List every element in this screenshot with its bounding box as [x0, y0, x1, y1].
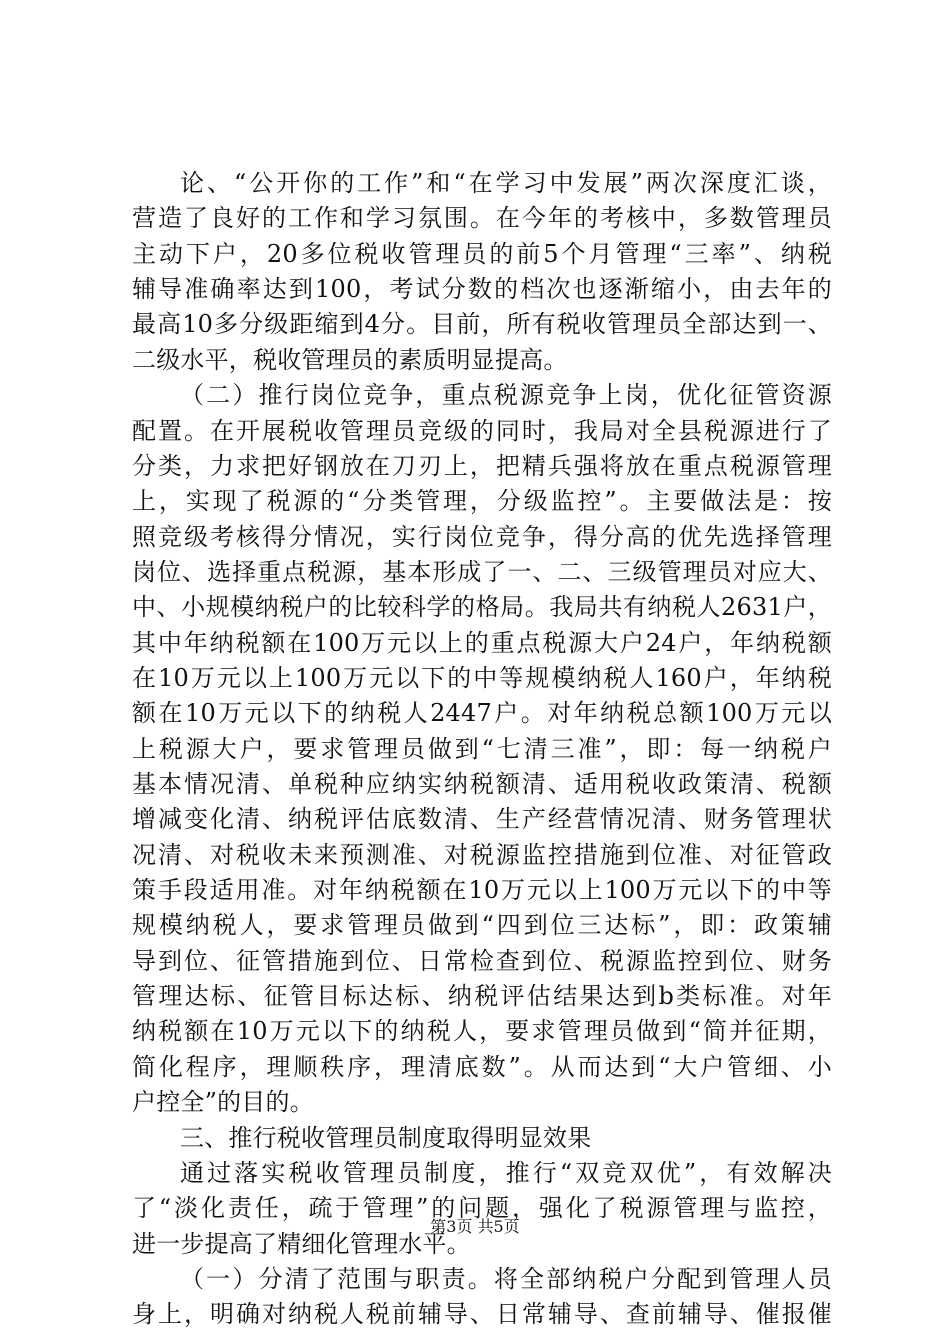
text-line: 岗位、选择重点税源，基本形成了一、二、三级管理员对应大、	[132, 557, 832, 586]
page-footer: 第3页 共5页	[430, 1217, 520, 1236]
text-line: 上税源大户，要求管理员做到“七清三准”，即：每一纳税户	[132, 734, 832, 763]
text-line: 二级水平，税收管理员的素质明显提高。	[132, 345, 568, 374]
text-line: 通过落实税收管理员制度，推行“双竞双优”，有效解决	[180, 1158, 832, 1187]
text-line: 额在10万元以下的纳税人2447户。对年纳税总额100万元以	[132, 699, 832, 728]
text-line: 户控全”的目的。	[132, 1088, 314, 1117]
text-line: 其中年纳税额在100万元以上的重点税源大户24户，年纳税额	[132, 628, 832, 657]
text-line: 管理达标、征管目标达标、纳税评估结果达到b类标准。对年	[132, 982, 832, 1011]
text-line: 策手段适用准。对年纳税额在10万元以上100万元以下的中等	[132, 876, 832, 904]
text-line: 中、小规模纳税户的比较科学的格局。我局共有纳税人2631户，	[132, 593, 832, 622]
text-line: 身上，明确对纳税人税前辅导、日常辅导、查前辅导、催报催	[132, 1300, 832, 1329]
text-line: 配置。在开展税收管理员竞级的同时，我局对全县税源进行了	[132, 416, 832, 445]
text-line: 营造了良好的工作和学习氛围。在今年的考核中，多数管理员	[132, 204, 832, 233]
text-line: 增减变化清、纳税评估底数清、生产经营情况清、财务管理状	[132, 805, 832, 834]
text-line: 辅导准确率达到100，考试分数的档次也逐渐缩小，由去年的	[132, 275, 832, 304]
text-line: 三、推行税收管理员制度取得明显效果	[180, 1123, 592, 1152]
text-line: （一）分清了范围与职责。将全部纳税户分配到管理人员	[180, 1264, 832, 1293]
text-line: 基本情况清、单税种应纳实纳税额清、适用税收政策清、税额	[132, 770, 832, 798]
text-line: 导到位、征管措施到位、日常检查到位、税源监控到位、财务	[132, 946, 832, 975]
text-line: 纳税额在10万元以下的纳税人，要求管理员做到“简并征期，	[132, 1017, 832, 1046]
text-line: （二）推行岗位竞争，重点税源竞争上岗，优化征管资源	[180, 381, 832, 410]
text-line: 进一步提高了精细化管理水平。	[132, 1229, 471, 1258]
text-line: 最高10多分级距缩到4分。目前，所有税收管理员全部达到一、	[132, 310, 832, 339]
text-line: 规模纳税人，要求管理员做到“四到位三达标”，即：政策辅	[132, 911, 832, 940]
text-line: 了“淡化责任，疏于管理”的问题，强化了税源管理与监控，	[132, 1194, 832, 1223]
text-line: 况清、对税收未来预测准、对税源监控措施到位准、对征管政	[132, 840, 832, 869]
text-line: 简化程序，理顺秩序，理清底数”。从而达到“大户管细、小	[132, 1052, 832, 1081]
text-line: 在10万元以上100万元以下的中等规模纳税人160户，年纳税	[132, 663, 832, 692]
text-line: 照竞级考核得分情况，实行岗位竞争，得分高的优先选择管理	[132, 522, 832, 551]
text-line: 分类，力求把好钢放在刀刃上，把精兵强将放在重点税源管理	[132, 451, 832, 480]
text-line: 论、“公开你的工作”和“在学习中发展”两次深度汇谈，	[180, 169, 832, 197]
text-line: 上，实现了税源的“分类管理，分级监控”。主要做法是：按	[132, 487, 832, 516]
text-line: 主动下户，20多位税收管理员的前5个月管理“三率”、纳税	[132, 239, 832, 268]
